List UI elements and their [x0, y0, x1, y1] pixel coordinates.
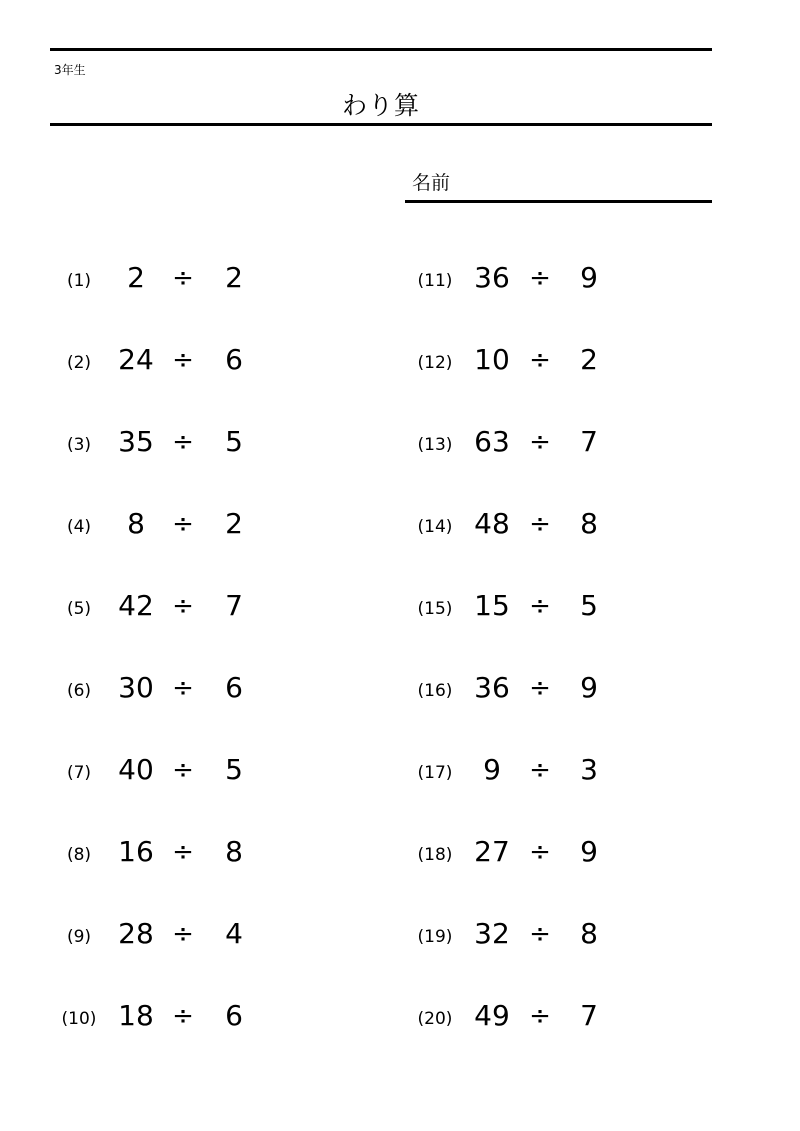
divisor: 5: [225, 753, 243, 786]
division-sign: ÷: [172, 509, 194, 539]
dividend: 15: [474, 589, 510, 622]
division-sign: ÷: [172, 1001, 194, 1031]
problem-number: (3): [66, 435, 92, 455]
problem-number: (16): [417, 681, 453, 701]
division-sign: ÷: [172, 837, 194, 867]
problem-number: (12): [417, 353, 453, 373]
divisor: 8: [580, 507, 598, 540]
divisor: 7: [580, 425, 598, 458]
dividend: 8: [127, 507, 145, 540]
problem-number: (11): [417, 271, 453, 291]
problem-number: (15): [417, 599, 453, 619]
division-sign: ÷: [172, 263, 194, 293]
problem-number: (19): [417, 927, 453, 947]
problem-number: (10): [61, 1009, 97, 1029]
problem-number: (1): [66, 271, 92, 291]
problem-number: (20): [417, 1009, 453, 1029]
divisor: 8: [580, 917, 598, 950]
problem-number: (13): [417, 435, 453, 455]
division-sign: ÷: [172, 427, 194, 457]
dividend: 36: [474, 261, 510, 294]
dividend: 48: [474, 507, 510, 540]
division-sign: ÷: [172, 673, 194, 703]
divisor: 4: [225, 917, 243, 950]
dividend: 35: [118, 425, 154, 458]
divisor: 2: [580, 343, 598, 376]
dividend: 2: [127, 261, 145, 294]
problem-number: (14): [417, 517, 453, 537]
division-sign: ÷: [172, 345, 194, 375]
dividend: 49: [474, 999, 510, 1032]
problem-number: (8): [66, 845, 92, 865]
dividend: 30: [118, 671, 154, 704]
division-sign: ÷: [172, 755, 194, 785]
problem-number: (6): [66, 681, 92, 701]
dividend: 40: [118, 753, 154, 786]
division-sign: ÷: [529, 755, 551, 785]
worksheet-title: わり算: [341, 91, 420, 120]
divisor: 9: [580, 671, 598, 704]
dividend: 28: [118, 917, 154, 950]
dividend: 42: [118, 589, 154, 622]
divisor: 5: [225, 425, 243, 458]
divisor: 6: [225, 671, 243, 704]
name-line[interactable]: [405, 200, 712, 203]
problem-number: (7): [66, 763, 92, 783]
division-sign: ÷: [172, 591, 194, 621]
dividend: 63: [474, 425, 510, 458]
division-sign: ÷: [529, 345, 551, 375]
divisor: 5: [580, 589, 598, 622]
division-sign: ÷: [529, 509, 551, 539]
divisor: 3: [580, 753, 598, 786]
problem-number: (9): [66, 927, 92, 947]
divisor: 2: [225, 507, 243, 540]
division-sign: ÷: [172, 919, 194, 949]
divisor: 6: [225, 343, 243, 376]
division-sign: ÷: [529, 919, 551, 949]
divisor: 9: [580, 835, 598, 868]
problem-number: (5): [66, 599, 92, 619]
division-sign: ÷: [529, 591, 551, 621]
dividend: 16: [118, 835, 154, 868]
name-label: 名前: [412, 172, 451, 194]
divisor: 6: [225, 999, 243, 1032]
divisor: 7: [580, 999, 598, 1032]
problem-number: (2): [66, 353, 92, 373]
division-sign: ÷: [529, 1001, 551, 1031]
dividend: 18: [118, 999, 154, 1032]
division-sign: ÷: [529, 427, 551, 457]
title-rule: [50, 123, 712, 126]
division-sign: ÷: [529, 263, 551, 293]
divisor: 7: [225, 589, 243, 622]
dividend: 9: [483, 753, 501, 786]
problem-number: (17): [417, 763, 453, 783]
top-rule: [50, 48, 712, 51]
dividend: 27: [474, 835, 510, 868]
grade-label: 3年生: [54, 63, 86, 77]
problem-number: (4): [66, 517, 92, 537]
dividend: 36: [474, 671, 510, 704]
divisor: 2: [225, 261, 243, 294]
dividend: 10: [474, 343, 510, 376]
divisor: 8: [225, 835, 243, 868]
dividend: 32: [474, 917, 510, 950]
divisor: 9: [580, 261, 598, 294]
problem-number: (18): [417, 845, 453, 865]
dividend: 24: [118, 343, 154, 376]
division-sign: ÷: [529, 837, 551, 867]
division-sign: ÷: [529, 673, 551, 703]
